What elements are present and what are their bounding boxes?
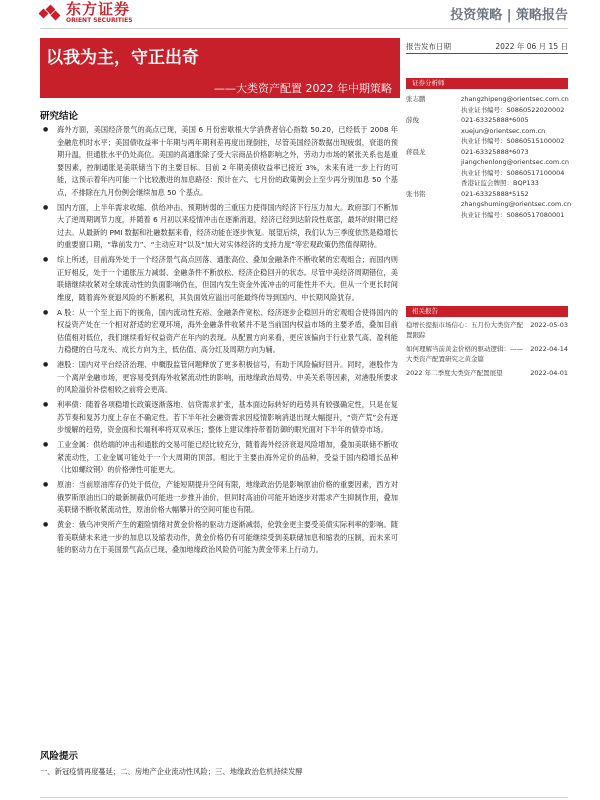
orient-securities-logo-icon (40, 6, 60, 20)
analyst-detail: 执业证书编号：S0860522020002 (461, 105, 565, 114)
analyst-list (406, 94, 572, 220)
analyst-name: 蒋晨龙 (406, 147, 426, 156)
related-report-title[interactable]: 稳增长提振市场信心：五月份大类资产配置跟踪 (406, 321, 523, 339)
summary-bullet: ● A 股：从一个至上而下的视角，国内流动性充裕、金融条件宽松、经济逐步企稳回升的宏观组合使得国内的权益资产处在一个相对舒适的宏观环境，海外金融条件收紧并不是当前国内权益市场的主要矛盾，叠加目前估值相对低位，我们继续看好权益资产在年内的表现。从配置方向来看，更应该偏向于行业景气高、盈利能力稳健的白马龙头、成长方向为主，低估值、高分红及周期方向为辅。 (40, 307, 398, 357)
summary-bullet: ● 利率债：随着各项稳增长政策逐渐落地、信贷需求扩张，基本面边际转好的趋势具有较强确定性，只是在复苏节奏和复苏力度上存在不确定性。若下半年社会融资需求因疫情影响消退出现大幅提升，“资产荒”会有逐步缓解的趋势，资金面和长端利率将双双承压；整体上建议维持带着防御的眼光面对下半年的债券市场。 (40, 399, 398, 437)
related-report-date: 2022-05-03 (530, 321, 568, 329)
analyst-detail: zhangshuming@orientsec.com.cn (461, 200, 572, 208)
related-reports-list (406, 320, 568, 382)
analyst-entry (406, 189, 572, 221)
analysts-header: 证券分析师 (406, 78, 568, 89)
analyst-detail: 021-63325888*5152 (461, 189, 529, 198)
analyst-name: 薛俊 (406, 116, 419, 124)
meta-divider (406, 53, 568, 54)
analyst-detail: 执业证书编号：S0860517100004 (461, 168, 565, 177)
report-type: 投资策略 | 策略报告 (450, 8, 568, 23)
summary-bullet: ● 工业金属：供给端的冲击和通胀的交易可能已经比较充分，随着海外经济衰退风险增加，叠加美联储不断收紧流动性，工业金属可能处于一个大周期的顶部。相比于主要由海外定价的品种，受益于国内稳增长品种（比如螺纹钢）的价格弹性可能更大。 (40, 439, 398, 477)
report-title: 以我为主，守正出奇 (46, 48, 199, 68)
related-reports-header: 相关报告 (406, 306, 568, 317)
analyst-detail: 021-63325888*6005 (461, 116, 529, 124)
summary-bullet: ● 综上所述，目前海外处于一个经济景气高点回落、通胀高位、叠加金融条件不断收紧的宏观组合；而国内则正好相反，处于一个通胀压力减弱、金融条件不断放松、经济企稳回升的状态。尽管中美经济周期错位，美联储继续收紧对全球流动性的负面影响仍在，但国内发生资金外流冲击的可能性并不大。但从一个更长时间维度，随着海外衰退风险的不断累积，其负面效应溢出可能最终传导到国内、中长期风险犹存。 (40, 254, 398, 304)
analyst-detail: zhangzhipeng@orientsec.com.cn (461, 95, 569, 103)
publish-date-label: 报告发布日期 (406, 42, 451, 51)
analyst-name: 张志鹏 (406, 95, 426, 103)
publish-date: 2022 年 06 月 15 日 (495, 42, 568, 51)
related-report-title[interactable]: 2022 年二季度大类资产配置展望 (406, 369, 503, 377)
logo-name-en: ORIENT SECURITIES (66, 17, 133, 24)
analyst-detail: xuejun@orientsec.com.cn (461, 126, 546, 135)
analyst-detail: jiangchenlong@orientsec.com.cn (461, 158, 569, 166)
company-logo (40, 0, 133, 24)
risk-text: 一、新冠疫情再度蔓延；二、房地产企业流动性风险；三、地缘政治危机持续发酵 (40, 767, 303, 776)
related-report-item[interactable] (406, 344, 568, 364)
summary-bullet: ● 原油：当前原油库存仍处于低位，产能短期提升空间有限，地缘政治仍是影响原油价格的重要因素，西方对俄罗斯原油出口的最新制裁仍可能进一步推升油价，但同时高油价可能开始逐步对需求产生抑制作用，叠加美联储不断收紧流动性，原油价格大幅攀升的空间可能也有限。 (40, 479, 398, 517)
analyst-detail: 香港证监会牌照：BQP133 (461, 179, 539, 187)
related-report-item[interactable] (406, 320, 568, 340)
logo-name-cn: 东方证券 (66, 0, 131, 18)
summary-bullet: ● 海外方面，美国经济景气的高点已现，美国 6 月份密歇根大学消费者信心指数 50.20，已经低于 2008 年金融危机时水平；美国债收益率十年期与两年期利差再度出现倒挂，尽管美国经济数据出现疲弱，衰退的预期升温，但通胀水平仍处高位。美国的高通胀除了受大宗商品价格影响之外，劳动力市场的紧张关系也是重要因素，控制通胀是美联储当下的主要目标。目前 2 年期美债收益率已接近 3%，未来有进一步上行的可能，这预示着年内可能一个比较激进的加息路径：预计在六、七月份的政策例会上至少再分别加息 50 个基点，不排除在九月份例会继续加息 50 个基点。 (40, 124, 398, 199)
report-subtitle: ——大类资产配置 2022 年中期策略 (214, 82, 392, 95)
related-report-date: 2022-04-01 (530, 369, 568, 377)
analyst-entry (406, 94, 568, 115)
summary-bullet: ● 港股：国内对平台经济治理、中概股监管问题释放了更多积极信号，有助于风险偏好回升。同时，港股作为一个离岸金融市场，更容易受到海外收紧流动性的影响，而地缘政治局势、中美关系等因素，对港股所要求的风险溢价补偿相较之前将会更高。 (40, 359, 398, 397)
related-report-item[interactable] (406, 368, 568, 378)
analyst-detail: 执业证书编号：S0860515100002 (461, 137, 565, 145)
related-report-date: 2022-04-14 (530, 345, 568, 353)
analyst-entry (406, 115, 568, 147)
analyst-detail: 021-63325888*6073 (461, 147, 529, 156)
header-divider (40, 28, 568, 29)
summary-body (40, 124, 398, 559)
footer-divider (40, 797, 568, 798)
title-banner (40, 38, 400, 98)
analyst-name: 张书铭 (406, 189, 426, 198)
risk-title: 风险提示 (40, 751, 79, 762)
related-report-title[interactable]: 如何理解当前黄金价格的驱动逻辑：——大类资产配置研究之黄金篇 (406, 345, 523, 363)
analyst-entry (406, 147, 568, 189)
summary-bullet: ● 黄金：俄乌冲突所产生的避险情绪对黄金价格的驱动力逐渐减弱，伦敦金更主要受美债实际利率的影响。随着美联储未来进一步的加息以及缩表动作，黄金价格仍有可能继续受到美联储加息和缩表的压制，而未来可能的驱动力在于美国景气高点已现、叠加地缘政治风险仍可能为黄金带来上行动力。 (40, 519, 398, 557)
summary-title: 研究结论 (40, 111, 79, 122)
analyst-detail: 执业证书编号：S0860517080001 (461, 210, 565, 219)
summary-bullet: ● 国内方面，上半年需求收缩、供给冲击、预期转弱的三重压力使得国内经济下行压力加大。政府部门不断加大了逆周期调节力度，并随着 6 月初以来疫情冲击在逐渐消退，经济已经到达阶段性底部，最坏的时期已经过去。从最新的 PMI 数据和社融数据来看，经济动能在逐步恢复。展望后续，我们认为三季度依然是稳增长的重要窗口期，“靠前发力”、“主动应对”以及“加大对实体经济的支持力度”等宏观政策仍然值得期待。 (40, 202, 398, 252)
